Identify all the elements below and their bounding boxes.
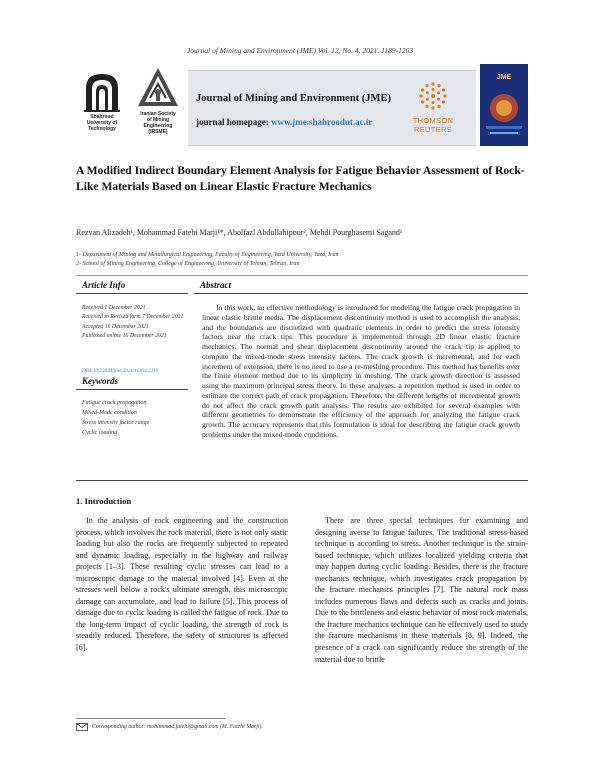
- homepage-label: journal homepage:: [196, 117, 269, 127]
- paper-title: A Modified Indirect Boundary Element Analysis for Fatigue Behavior Assessment of Rock-Like Materials Based on Linear Elastic Fracture Mechanics: [76, 164, 525, 193]
- society-caption-line: (IRSME): [148, 129, 168, 135]
- paper-authors: Rezvan Alizadeh¹, Mohammad Fatehi Marji¹*, Abolfazl Abdollahipour², Mehdi Pourghasemi Sagand¹: [76, 228, 403, 237]
- corresponding-author-footnote: [76, 723, 263, 731]
- divider: [76, 480, 528, 481]
- shahrood-university-icon: [82, 70, 122, 112]
- thomson-reuters-logo: [402, 81, 464, 134]
- publisher-name-line1: THOMSON: [412, 116, 454, 125]
- publisher-name-line2: REUTERS: [414, 125, 452, 134]
- abstract-heading: Abstract: [194, 280, 528, 294]
- reuters-dots-icon: [418, 81, 448, 111]
- introduction-heading: 1. Introduction: [76, 496, 132, 506]
- irsme-logo: [132, 66, 184, 146]
- introduction-right-column: There are three special techniques for examining and designing averse to fatigue failures. The traditional stress-based technique is according to stress. Another technique is the strain-based technique, which utilizes localized yielding criteria that may happen during cyclic loading. Besides, there is the fracture mechanics technique, which investigates crack propagation by the fracture mechanics principles [7]. The natural rock mass includes numerous flaws and defects such as cracks and joints. Due to the brittleness and elastic behavior of most rock materials, the fracture mechanics technique can be effectively used to study the fracture mechanisms in these materials [8, 9]. Indeed, the presence of a crack can significantly reduce the strength of the material due to brittle: [315, 516, 528, 664]
- society-caption-line: of Mining: [146, 117, 170, 123]
- article-dates: [76, 304, 188, 342]
- article-info-section: [76, 280, 188, 342]
- cover-artwork-icon: [480, 64, 528, 146]
- keyword-item: Stress intensity factor range: [82, 420, 150, 426]
- journal-reference: Journal of Mining and Environment (JME) Vol. 12, No. 4, 2021, 1189-1203: [186, 46, 414, 55]
- uni-caption-line: Technology: [88, 126, 116, 132]
- journal-header-box: [188, 70, 476, 146]
- journal-title: Journal of Mining and Environment (JME): [196, 93, 391, 104]
- footnote-divider: [76, 718, 226, 719]
- university-logo: [76, 70, 128, 146]
- introduction-left-column: In the analysis of rock engineering and the construction process, which involves the rock material, there is not only static loading but also the rocks are frequently subjected to repeated and dynamic loading, especially in the highway and railway projects [1–3]. These resulting cyclic stresses can lead to a microscopic damage to the material involved [4]. Even at the stresses well below a rock's ultimate strength, this microscopic damage can accumulate, and lead to failure [5]. This process of damage due to cyclic loading is called the fatigue of rock. Due to the long-term impact of cyclic loading, the strength of rock is steadily reduced. Therefore, the safety of structures is affected [6].: [76, 516, 288, 653]
- date-line: Received in Revised form 7 December 2021: [82, 314, 184, 321]
- keyword-list: [76, 398, 188, 438]
- affiliation-line: 1- Department of Mining and Metallurgical Engineering, Faculty of Engineering, Yazd University, Yazd, Iran: [76, 252, 339, 258]
- date-line: Published online 16 December 2021: [82, 333, 167, 340]
- society-caption-line: Iranian Society: [140, 111, 176, 117]
- cover-title: JME: [496, 74, 512, 81]
- affiliation-line: 2- School of Mining Engineering, College of Engineering, University of Tehran, Tehran, Iran: [76, 261, 300, 267]
- affiliations: [76, 251, 528, 269]
- society-caption-line: Engineering: [143, 123, 173, 129]
- keyword-item: Cyclic loading: [82, 430, 118, 436]
- journal-masthead: [76, 64, 528, 146]
- divider: [76, 275, 528, 276]
- journal-homepage: [196, 117, 372, 127]
- abstract-section: [194, 280, 528, 440]
- date-line: Received 1 December 2021: [82, 305, 146, 311]
- keyword-item: Mixed-Mode condition: [82, 410, 137, 416]
- journal-cover-thumbnail: [480, 64, 528, 146]
- abstract-text: In this work, an effective methodology is introduced for modeling the fatigue crack propagation in linear elastic brittle media. The displacement discontinuity method is used to accomplish the analysis, and the boundaries are discretized with quadratic elements in order to predict the stress intensity factors near the crack tips. This procedure is implemented through 2D linear elastic fracture mechanics. The normal and shear displacement discontinuity around the crack tip is applied to compute the mixed-mode stress intensity factors. The crack growth is incremental, and for each increment of extension, there is no need to use a re-meshing procedure. This method has benefits over the finite element method due to its simplicity in meshing. The crack growth direction is assessed using the maximum principal stress theory. In these analyses, a repetition method is used in order to estimate the correct path of crack propagation. Therefore, the different lengths of incremental growth do not affect the crack growth path analysis. The results are exhibited for several examples with different geometries to demonstrate the efficiency of the approach for analyzing the fatigue crack growth. The accuracy represents that this formulation is ideal for describing the fatigue crack growth problems under the mixed-mode conditions.: [202, 303, 520, 439]
- keywords-section: [76, 376, 188, 438]
- mining-society-icon: [136, 66, 180, 110]
- footnote-text: Corresponding author: mohammad.fatehi@gmail.com (M. Fatehi Marji).: [92, 724, 263, 730]
- article-info-heading: Article Info: [76, 280, 188, 294]
- uni-caption-line: University of: [86, 120, 118, 126]
- uni-caption-line: Shahrood: [90, 114, 114, 120]
- keyword-item: Fatigue crack propagation: [82, 400, 147, 406]
- keywords-heading: Keywords: [76, 376, 188, 390]
- doi-link[interactable]: DOI:10.22044/jme.2021.11354.2119: [82, 368, 159, 374]
- envelope-icon: [76, 723, 88, 731]
- homepage-link[interactable]: www.jme.shahroodut.ac.ir: [271, 117, 373, 127]
- date-line: Accepted 16 December 2021: [82, 323, 149, 330]
